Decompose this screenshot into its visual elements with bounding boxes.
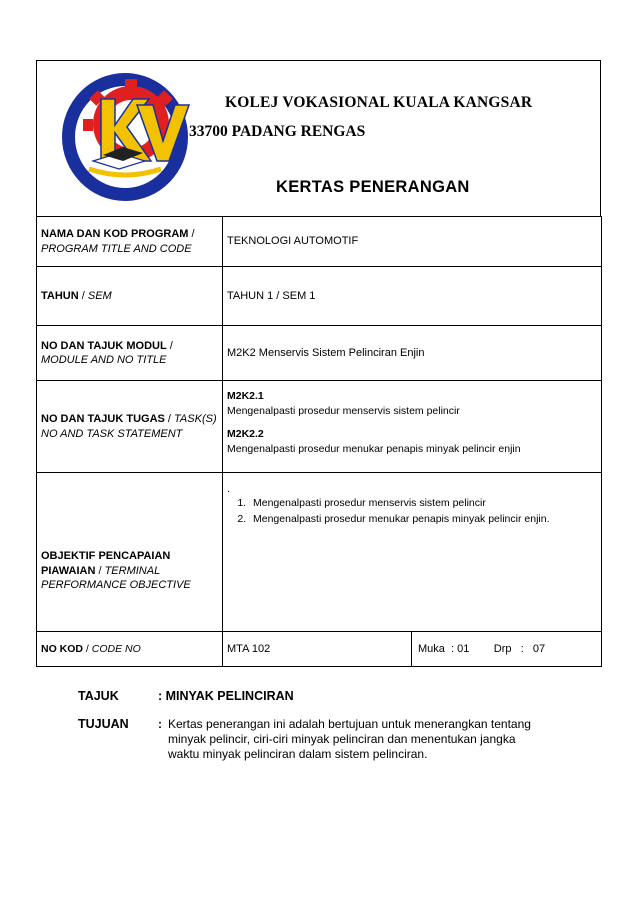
kv-college-logo — [59, 69, 191, 203]
year-value: TAHUN 1 / SEM 1 — [223, 267, 602, 326]
purpose-key: TUJUAN — [78, 717, 129, 731]
objective-value — [223, 473, 602, 632]
topic-key: TAJUK — [78, 689, 119, 703]
task-label: NO DAN TAJUK TUGAS / TASK(S) NO AND TASK STATEMENT — [37, 381, 223, 473]
year-row — [37, 267, 602, 326]
task-value — [223, 381, 602, 473]
purpose-colon: : — [158, 717, 162, 731]
objective-item: 1. Mengenalpasti prosedur menservis sistem pelincir — [249, 495, 597, 511]
task-description: Mengenalpasti prosedur menservis sistem pelincir — [227, 404, 460, 417]
objective-item: 2. Mengenalpasti prosedur menukar penapis minyak pelincir enjin. — [249, 511, 597, 527]
module-value: M2K2 Menservis Sistem Pelinciran Enjin — [223, 326, 602, 381]
module-label: NO DAN TAJUK MODUL / MODULE AND NO TITLE — [37, 326, 223, 381]
code-label: NO KOD / CODE NO — [37, 632, 223, 667]
document-title: KERTAS PENERANGAN — [276, 178, 470, 196]
task-row — [37, 381, 602, 473]
module-info-table — [36, 216, 602, 667]
topic-value: : MINYAK PELINCIRAN — [158, 689, 294, 703]
topic-line — [78, 689, 294, 703]
module-row — [37, 326, 602, 381]
task-code: M2K2.2 — [227, 428, 264, 440]
task-description: Mengenalpasti prosedur menukar penapis minyak pelincir enjin — [227, 442, 521, 455]
objective-list — [227, 495, 597, 527]
page-info: Muka : 01 Drp : 07 — [412, 632, 602, 667]
code-value: MTA 102 — [223, 632, 412, 667]
objective-label: OBJEKTIF PENCAPAIAN PIAWAIAN / TERMINAL PERFORMANCE OBJECTIVE — [37, 473, 223, 632]
year-label: TAHUN / SEM — [37, 267, 223, 326]
program-value: TEKNOLOGI AUTOMOTIF — [223, 217, 602, 267]
code-row — [37, 632, 602, 667]
program-label: NAMA DAN KOD PROGRAM / PROGRAM TITLE AND CODE — [37, 217, 223, 267]
purpose-text: Kertas penerangan ini adalah bertujuan untuk menerangkan tentang minyak pelincir, ciri-ciri minyak pelinciran dan menentukan jangka waktu minyak pelinciran dalam sistem pelinciran. — [168, 717, 531, 761]
school-address: 33700 PADANG RENGAS — [189, 123, 366, 140]
task-code: M2K2.1 — [227, 390, 264, 402]
program-row — [37, 217, 602, 267]
objective-lead: . — [227, 483, 230, 495]
objective-row — [37, 473, 602, 632]
document-header — [36, 60, 601, 216]
school-name: KOLEJ VOKASIONAL KUALA KANGSAR — [225, 94, 533, 111]
